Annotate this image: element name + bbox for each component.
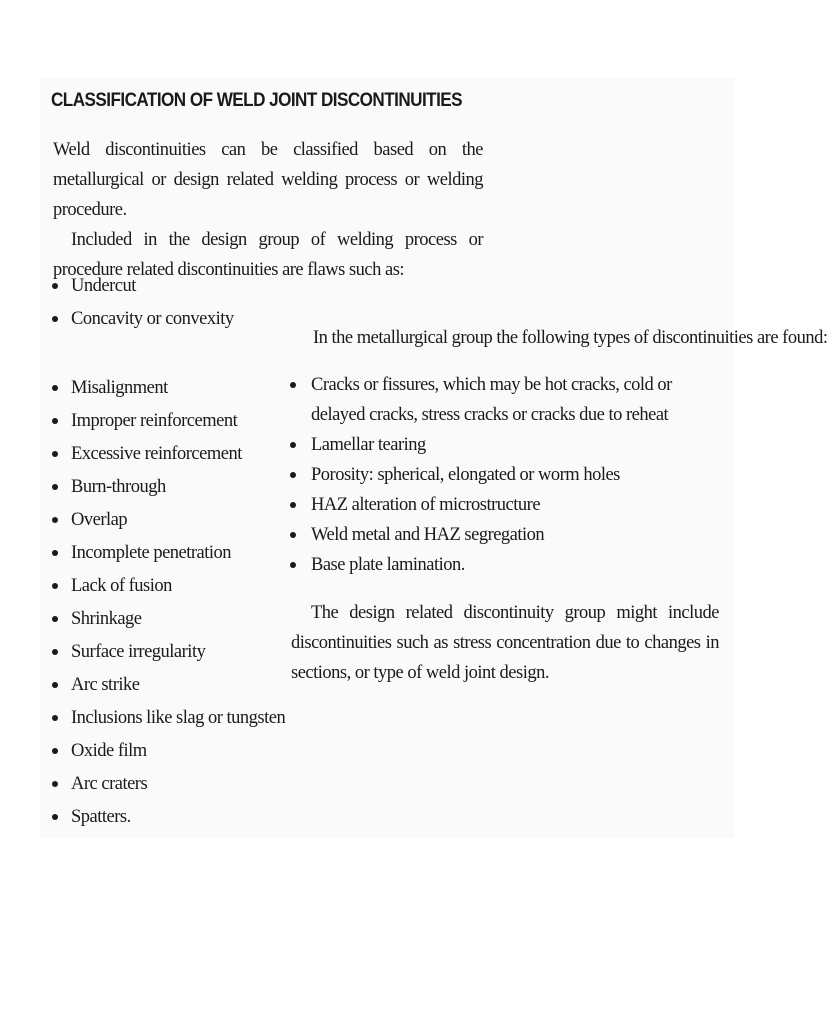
- list-item: Excessive reinforcement: [51, 438, 285, 471]
- list-item: Cracks or fissures, which may be hot cracks, cold or delayed cracks, stress cracks or cracks due to reheat: [289, 370, 729, 430]
- list-item: Spatters.: [51, 801, 285, 834]
- list-item: Weld metal and HAZ segregation: [289, 520, 729, 550]
- list-item: Surface irregularity: [51, 636, 285, 669]
- list-item: Base plate lamination.: [289, 550, 729, 580]
- list-item: Misalignment: [51, 372, 285, 405]
- design-flaws-list-a: [51, 270, 234, 336]
- metallurgical-list: [289, 370, 729, 580]
- list-item: Burn-through: [51, 471, 285, 504]
- design-flaws-list-b: [51, 372, 285, 834]
- list-item: Arc strike: [51, 669, 285, 702]
- list-item: Incomplete penetration: [51, 537, 285, 570]
- list-item: HAZ alteration of microstructure: [289, 490, 729, 520]
- intro-paragraph: Weld discontinuities can be classified based on the metallurgical or design related welding process or welding procedure.: [53, 140, 483, 220]
- list-item: Porosity: spherical, elongated or worm holes: [289, 460, 729, 490]
- list-item: Improper reinforcement: [51, 405, 285, 438]
- list-item: Arc craters: [51, 768, 285, 801]
- metallurgical-intro-paragraph: In the metallurgical group the following types of discontinuities are found:: [313, 328, 827, 348]
- page-title: CLASSIFICATION OF WELD JOINT DISCONTINUITIES: [51, 90, 463, 111]
- list-item: Lack of fusion: [51, 570, 285, 603]
- list-item: Overlap: [51, 504, 285, 537]
- list-item: Oxide film: [51, 735, 285, 768]
- list-item: Undercut: [51, 270, 234, 303]
- list-item: Lamellar tearing: [289, 430, 729, 460]
- intro-section: [53, 135, 483, 285]
- list-item: Shrinkage: [51, 603, 285, 636]
- design-group-intro-paragraph: Included in the design group of welding process or procedure related discontinuities are flaws such as:: [53, 230, 483, 280]
- list-item: Concavity or convexity: [51, 303, 234, 336]
- list-item: Inclusions like slag or tungsten: [51, 702, 285, 735]
- design-group-paragraph: The design related discontinuity group might include discontinuities such as stress concentration due to changes in sections, or type of weld joint design.: [291, 603, 719, 683]
